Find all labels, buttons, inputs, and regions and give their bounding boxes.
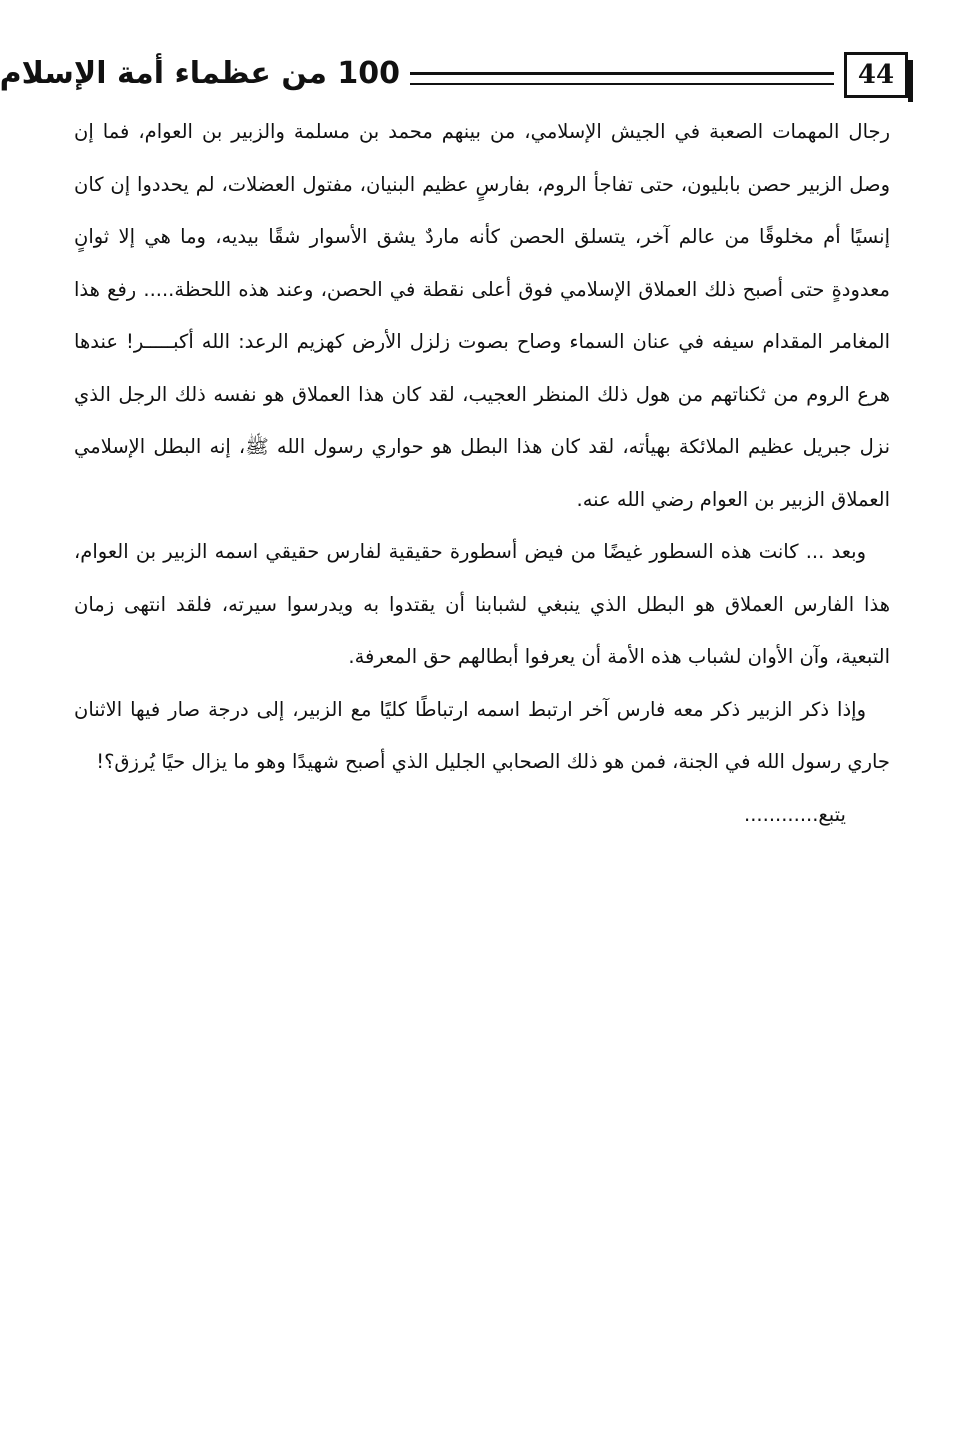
paragraph: رجال المهمات الصعبة في الجيش الإسلامي، من بينهم محمد بن مسلمة والزبير بن العوام، فما إن وصل الزبير حصن بابليون، حتى تفاجأ الروم، بفارسٍ عظيم البنيان، مفتول العضلات، لم يحددوا إن كان إنسيًا أم مخلوقًا من عالم آخر، يتسلق الحصن كأنه ماردٌ يشق الأسوار شقًا بيديه، وما هي إلا ثوانٍ معدودةٍ حتى أصبح ذلك العملاق الإسلامي فوق أعلى نقطة في الحصن، وعند هذه اللحظة..... رفع هذا المغامر المقدام سيفه في عنان السماء وصاح بصوت زلزل الأرض كهزيم الرعد: الله أكبـــــر! عندها هرع الروم من ثكناتهم من هول ذلك المنظر العجيب، لقد كان هذا العملاق هو نفسه ذلك الرجل الذي نزل جبريل عظيم الملائكة بهيأته، لقد كان هذا البطل هو حواري رسول الله ﷺ، إنه البطل الإسلامي العملاق الزبير بن العوام رضي الله عنه. [74, 120, 890, 511]
page-header [0, 50, 910, 102]
continued-note: يتبع............ [744, 802, 846, 826]
body-text [74, 106, 890, 841]
paragraph: وإذا ذكر الزبير ذكر معه فارس آخر ارتبط اسمه ارتباطًا كليًا مع الزبير، إلى درجة صار فيها الاثنان جاري رسول الله في الجنة، فمن هو ذلك الصحابي الجليل الذي أصبح شهيدًا وهو ما يزال حيًا يُرزق؟! [74, 697, 890, 773]
book-title: 100 من عظماء أمة الإسلام [0, 56, 400, 91]
header-divider [410, 72, 834, 85]
paragraph: وبعد ... كانت هذه السطور غيضًا من فيض أسطورة حقيقية لفارس حقيقي اسمه الزبير بن العوام، هذا الفارس العملاق هو البطل الذي ينبغي لشبابنا أن يقتدوا به ويدرسوا سيرته، فلقد انتهى زمان التبعية، وآن الأوان لشباب هذه الأمة أن يعرفوا أبطالهم حق المعرفة. [74, 540, 890, 668]
page-number: 44 [844, 52, 908, 98]
